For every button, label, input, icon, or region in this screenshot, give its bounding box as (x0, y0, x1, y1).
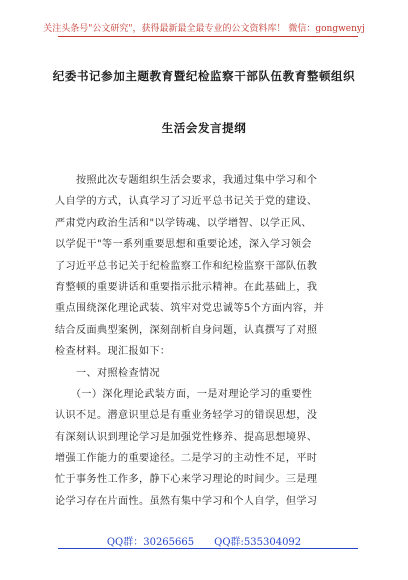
document-title-line-2: 生活会发言提纲 (161, 121, 247, 135)
body-line: 论学习存在片面性。虽然有集中学习和个人自学，但学习 (55, 495, 318, 507)
document-body (55, 170, 360, 512)
body-line: 了习近平总书记关于纪检监察工作和纪检监察干部队伍教 (55, 260, 318, 272)
footer-contact (0, 533, 408, 548)
body-line: 结合反面典型案例，深刻剖析自身问题，认真撰写了对照 (55, 324, 318, 336)
body-line: （一）深化理论武装方面，一是对理论学习的重要性 (55, 388, 313, 400)
body-line: 以学促干"等一系列重要思想和重要论述，深入学习领会 (55, 239, 312, 251)
body-line: 认识不足。潜意识里总是有重业务轻学习的错误思想，没 (55, 410, 318, 422)
qq-group-2: QQ群:535304092 (214, 537, 302, 548)
body-line: 重点围绕深化理论武装、筑牢对党忠诚等5个方面内容，并 (55, 303, 325, 315)
body-line: 忙于事务性工作多，静下心来学习理论的时间少。三是理 (55, 474, 318, 486)
body-line: 人自学的方式，认真学习了习近平总书记关于党的建设、 (55, 196, 318, 208)
document-title-line-1: 纪委书记参加主题教育暨纪检监察干部队伍教育整顿组织 (52, 69, 356, 83)
body-line: 按照此次专题组织生活会要求，我通过集中学习和个 (55, 175, 318, 186)
body-line: 育整顿的重要讲话和重要指示批示精神。在此基础上，我 (55, 281, 318, 293)
header-divider (58, 36, 358, 37)
section-heading: 一、对照检查情况 (55, 367, 160, 379)
qq-group-1: QQ群：30265665 (106, 537, 195, 548)
body-line: 检查材料。现汇报如下： (55, 346, 171, 358)
footer-divider (58, 548, 358, 549)
body-line: 增强工作能力的重要途径。二是学习的主动性不足，平时 (55, 453, 318, 465)
body-line: 有深刻认识到理论学习是加强党性修养、提高思想境界、 (55, 431, 318, 443)
body-line: 严肃党内政治生活和"以学铸魂、以学增智、以学正风、 (55, 217, 312, 229)
header-notice: 关注头条号"公文研究"，获得最新最全最专业的公文资料库！ 微信：gongwenyj (43, 24, 365, 34)
